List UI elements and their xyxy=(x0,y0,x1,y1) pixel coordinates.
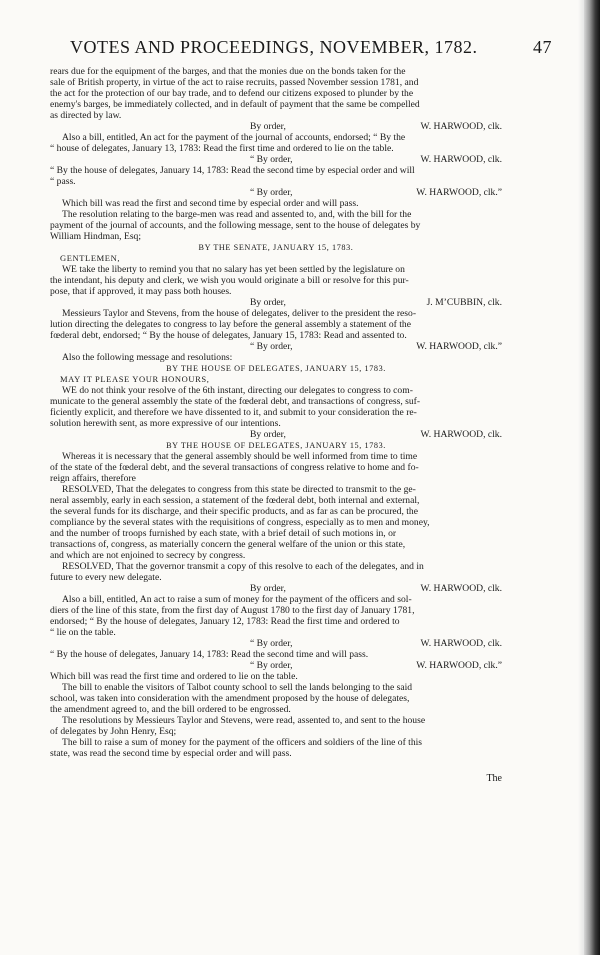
section-heading: BY THE SENATE, JANUARY 15, 1783. xyxy=(198,243,354,252)
text-line: sale of British property, in virtue of the act to raise recruits, passed November session 1781, and xyxy=(50,77,419,88)
catchword: The xyxy=(486,773,502,784)
signature-line xyxy=(50,341,502,352)
signature-line xyxy=(50,154,502,165)
text-line: school, was taken into consideration with the amendment proposed by the house of delegates, xyxy=(50,693,410,704)
signature-line xyxy=(50,583,502,594)
text-line: diers of the line of this state, from the first day of August 1780 to the first day of January 1781, xyxy=(50,605,415,616)
salutation: GENTLEMEN, xyxy=(60,253,121,263)
paragraph-start-line: Also a bill, entitled, An act to raise a sum of money for the payment of the officers and sol- xyxy=(62,594,412,605)
paragraph-start-line: RESOLVED, That the governor transmit a copy of this resolve to each of the delegates, and in xyxy=(62,561,424,572)
signature-by-order: By order, xyxy=(250,583,286,594)
signature-clerk: W. HARWOOD, clk.” xyxy=(416,341,502,352)
text-line: lution directing the delegates to congress to lay before the general assembly a statement of the xyxy=(50,319,411,330)
text-line: of the state of the fœderal debt, and the several transactions of congress relative to home and fo- xyxy=(50,462,419,473)
signature-line xyxy=(50,638,502,649)
paragraph-start-line: The bill to enable the visitors of Talbot county school to sell the lands belonging to the said xyxy=(62,682,413,693)
text-line: compliance by the several states with the requisitions of congress, especially as to men and money, xyxy=(50,517,430,528)
text-line: ficiently explicit, and therefore we have dissented to it, and submit to your consideration the re- xyxy=(50,407,417,418)
signature-clerk: J. M’CUBBIN, clk. xyxy=(426,297,502,308)
text-line: as directed by law. xyxy=(50,110,122,121)
text-line: “ pass. xyxy=(50,176,76,187)
text-line: neral assembly, early in each session, a statement of the fœderal debt, both internal and external, xyxy=(50,495,420,506)
signature-clerk: W. HARWOOD, clk.” xyxy=(416,187,502,198)
signature-line xyxy=(50,187,502,198)
signature-line xyxy=(50,660,502,671)
signature-clerk: W. HARWOOD, clk. xyxy=(420,638,502,649)
text-line: the act for the protection of our bay trade, and to defend our citizens exposed to plunder by the xyxy=(50,88,414,99)
header-title: VOTES AND PROCEEDINGS, NOVEMBER, 1782. xyxy=(70,37,478,57)
signature-clerk: W. HARWOOD, clk. xyxy=(420,583,502,594)
text-line: fœderal debt, endorsed; “ By the house of delegates, January 15, 1783: Read and assented to. xyxy=(50,330,407,341)
signature-clerk: W. HARWOOD, clk. xyxy=(420,154,502,165)
text-line: William Hindman, Esq; xyxy=(50,231,142,242)
running-header xyxy=(70,35,552,61)
paragraph-start-line: The resolution relating to the barge-men was read and assented to, and, with the bill for the xyxy=(62,209,412,220)
signature-by-order: “ By order, xyxy=(250,187,293,198)
text-line: reign affairs, therefore xyxy=(50,473,136,484)
paragraph-start-line: The resolutions by Messieurs Taylor and Stevens, were read, assented to, and sent to the house xyxy=(62,715,426,726)
text-line: the amendment agreed to, and the bill ordered to be engrossed. xyxy=(50,704,291,715)
signature-clerk: W. HARWOOD, clk.” xyxy=(416,660,502,671)
text-line: and the number of troops furnished by each state, with a brief detail of such motions in, or xyxy=(50,528,397,539)
text-line: of delegates by John Henry, Esq; xyxy=(50,726,177,737)
text-line: endorsed; “ By the house of delegates, January 12, 1783: Read the first time and ordered to xyxy=(50,616,400,627)
text-line: future to every new delegate. xyxy=(50,572,162,583)
signature-line xyxy=(50,429,502,440)
paragraph-start-line: Which bill was read the first and second time by especial order and will pass. xyxy=(62,198,359,209)
text-line: transactions of, congress, as materially concern the general welfare of the union or this state, xyxy=(50,539,406,550)
text-line: Which bill was read the first time and ordered to lie on the table. xyxy=(50,671,298,682)
signature-clerk: W. HARWOOD, clk. xyxy=(420,121,502,132)
section-heading: BY THE HOUSE OF DELEGATES, JANUARY 15, 1783. xyxy=(166,441,386,450)
text-line: municate to the general assembly the state of the fœderal debt, and transactions of congress, suf- xyxy=(50,396,421,407)
signature-by-order: By order, xyxy=(250,121,286,132)
text-line: state, was read the second time by especial order and will pass. xyxy=(50,748,292,759)
text-line: “ lie on the table. xyxy=(50,627,116,638)
text-line: “ By the house of delegates, January 14, 1783: Read the second time and will pass. xyxy=(50,649,369,660)
text-line: enemy's barges, be immediately collected, and in default of payment that the same be compelled xyxy=(50,99,420,110)
text-line: rears due for the equipment of the barges, and that the monies due on the bonds taken for the xyxy=(50,66,406,77)
text-line: and which are not enjoined to secrecy by congress. xyxy=(50,550,246,561)
text-line: “ house of delegates, January 13, 1783: Read the first time and ordered to lie on the table. xyxy=(50,143,394,154)
page-number: 47 xyxy=(533,37,552,57)
signature-line xyxy=(50,121,502,132)
paragraph-start-line: Also a bill, entitled, An act for the payment of the journal of accounts, endorsed; “ By the xyxy=(62,132,406,143)
signature-by-order: “ By order, xyxy=(250,154,293,165)
paragraph-start-line: The bill to raise a sum of money for the payment of the officers and soldiers of the line of this xyxy=(62,737,423,748)
paragraph-start-line: Messieurs Taylor and Stevens, from the house of delegates, deliver to the president the reso- xyxy=(62,308,417,319)
paragraph-start-line: Also the following message and resolutions: xyxy=(62,352,233,363)
signature-by-order: By order, xyxy=(250,429,286,440)
document-body xyxy=(50,66,502,759)
signature-by-order: “ By order, xyxy=(250,660,293,671)
paragraph-start-line: WE take the liberty to remind you that no salary has yet been settled by the legislature on xyxy=(62,264,405,275)
signature-by-order: “ By order, xyxy=(250,341,293,352)
text-line: solution herewith sent, as more expressive of our intentions. xyxy=(50,418,281,429)
signature-clerk: W. HARWOOD, clk. xyxy=(420,429,502,440)
text-line: the several funds for its discharge, and their specific products, and as far as can be procured, the xyxy=(50,506,418,517)
salutation: MAY IT PLEASE YOUR HONOURS, xyxy=(60,374,210,384)
text-line: the intendant, his deputy and clerk, we wish you would originate a bill or resolve for this pur- xyxy=(50,275,409,286)
section-heading: BY THE HOUSE OF DELEGATES, JANUARY 15, 1783. xyxy=(166,364,386,373)
paragraph-start-line: RESOLVED, That the delegates to congress from this state be directed to transmit to the ge- xyxy=(62,484,416,495)
paragraph-start-line: Whereas it is necessary that the general assembly should be well informed from time to time xyxy=(62,451,418,462)
text-line: pose, that if approved, it may pass both houses. xyxy=(50,286,232,297)
text-line: “ By the house of delegates, January 14, 1783: Read the second time by especial order and will xyxy=(50,165,415,176)
scan-edge xyxy=(584,0,600,955)
paragraph-start-line: WE do not think your resolve of the 6th instant, directing our delegates to congress to com- xyxy=(62,385,413,396)
signature-by-order: By order, xyxy=(250,297,286,308)
text-line: payment of the journal of accounts, and the following message, sent to the house of delegates by xyxy=(50,220,421,231)
signature-line xyxy=(50,297,502,308)
signature-by-order: “ By order, xyxy=(250,638,293,649)
